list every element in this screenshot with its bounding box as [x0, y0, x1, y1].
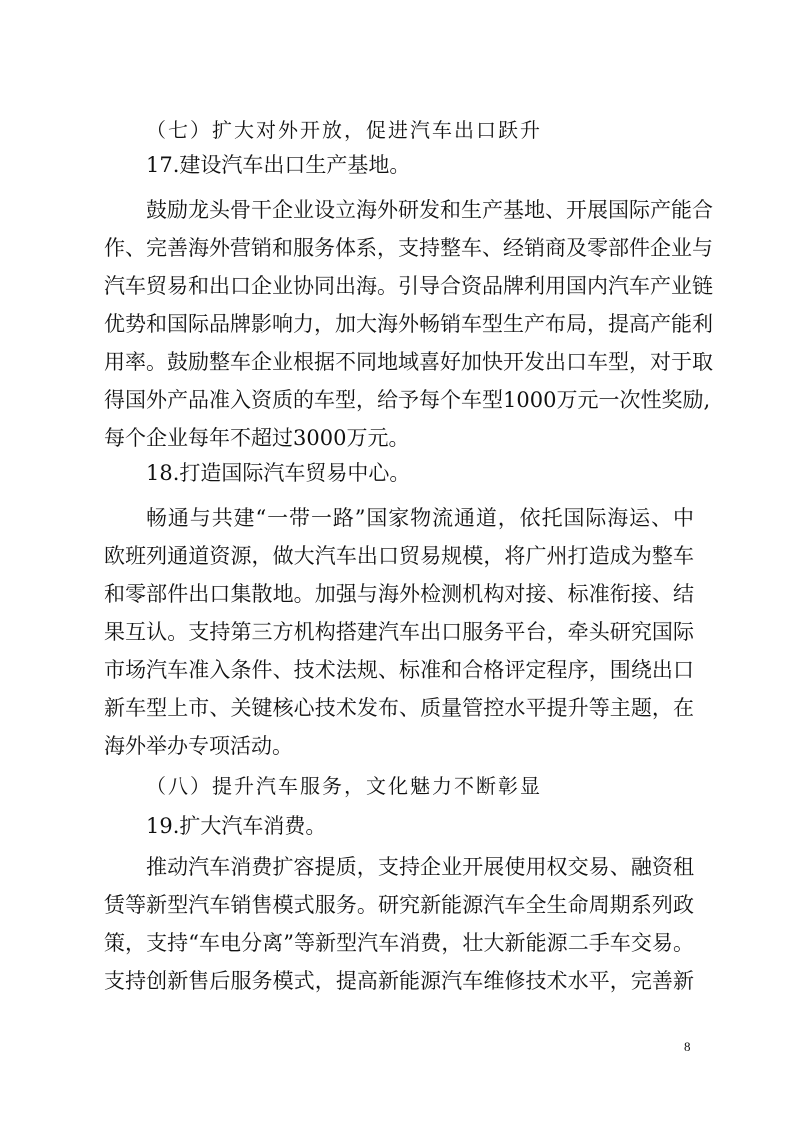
body-text-line: 市场汽车准入条件、技术法规、标准和合格评定程序，围绕出口 — [104, 658, 694, 682]
body-text-line: 得国外产品准入资质的车型，给予每个车型1000万元一次性奖励, — [104, 388, 711, 412]
body-text-line: 畅通与共建“一带一路”国家物流通道，依托国际海运、中 — [146, 506, 694, 530]
body-text-line: 果互认。支持第三方机构搭建汽车出口服务平台，牵头研究国际 — [104, 620, 694, 644]
body-text-line: 用率。鼓励整车企业根据不同地域喜好加快开发出口车型，对于取 — [104, 350, 713, 374]
section-heading-8: （八）提升汽车服务，文化魅力不断彰显 — [146, 774, 542, 798]
subsection-title-18: 18.打造国际汽车贸易中心。 — [146, 461, 411, 485]
subsection-title-17: 17.建设汽车出口生产基地。 — [146, 153, 411, 177]
subsection-title-19: 19.扩大汽车消费。 — [146, 814, 327, 838]
body-text-line: 支持创新售后服务模式，提高新能源汽车维修技术水平，完善新 — [104, 969, 694, 993]
body-text-line: 欧班列通道资源，做大汽车出口贸易规模，将广州打造成为整车 — [104, 544, 694, 568]
body-text-line: 作、完善海外营销和服务体系，支持整车、经销商及零部件企业与 — [104, 236, 713, 260]
body-text-line: 优势和国际品牌影响力，加大海外畅销车型生产布局，提高产能利 — [104, 312, 713, 336]
body-text-line: 汽车贸易和出口企业协同出海。引导合资品牌利用国内汽车产业链 — [104, 274, 713, 298]
body-text-line: 每个企业每年不超过3000万元。 — [104, 426, 410, 450]
body-text-line: 推动汽车消费扩容提质，支持企业开展使用权交易、融资租 — [146, 855, 694, 879]
body-text-line: 新车型上市、关键核心技术发布、质量管控水平提升等主题，在 — [104, 696, 694, 720]
body-text-line: 鼓励龙头骨干企业设立海外研发和生产基地、开展国际产能合 — [146, 198, 713, 222]
body-text-line: 海外举办专项活动。 — [104, 734, 293, 758]
body-text-line: 和零部件出口集散地。加强与海外检测机构对接、标准衔接、结 — [104, 582, 694, 606]
body-text-line: 赁等新型汽车销售模式服务。研究新能源汽车全生命周期系列政 — [104, 893, 694, 917]
page-number: 8 — [684, 1039, 691, 1054]
body-text-line: 策，支持“车电分离”等新型汽车消费，壮大新能源二手车交易。 — [104, 931, 694, 955]
section-heading-7: （七）扩大对外开放，促进汽车出口跃升 — [146, 118, 542, 142]
